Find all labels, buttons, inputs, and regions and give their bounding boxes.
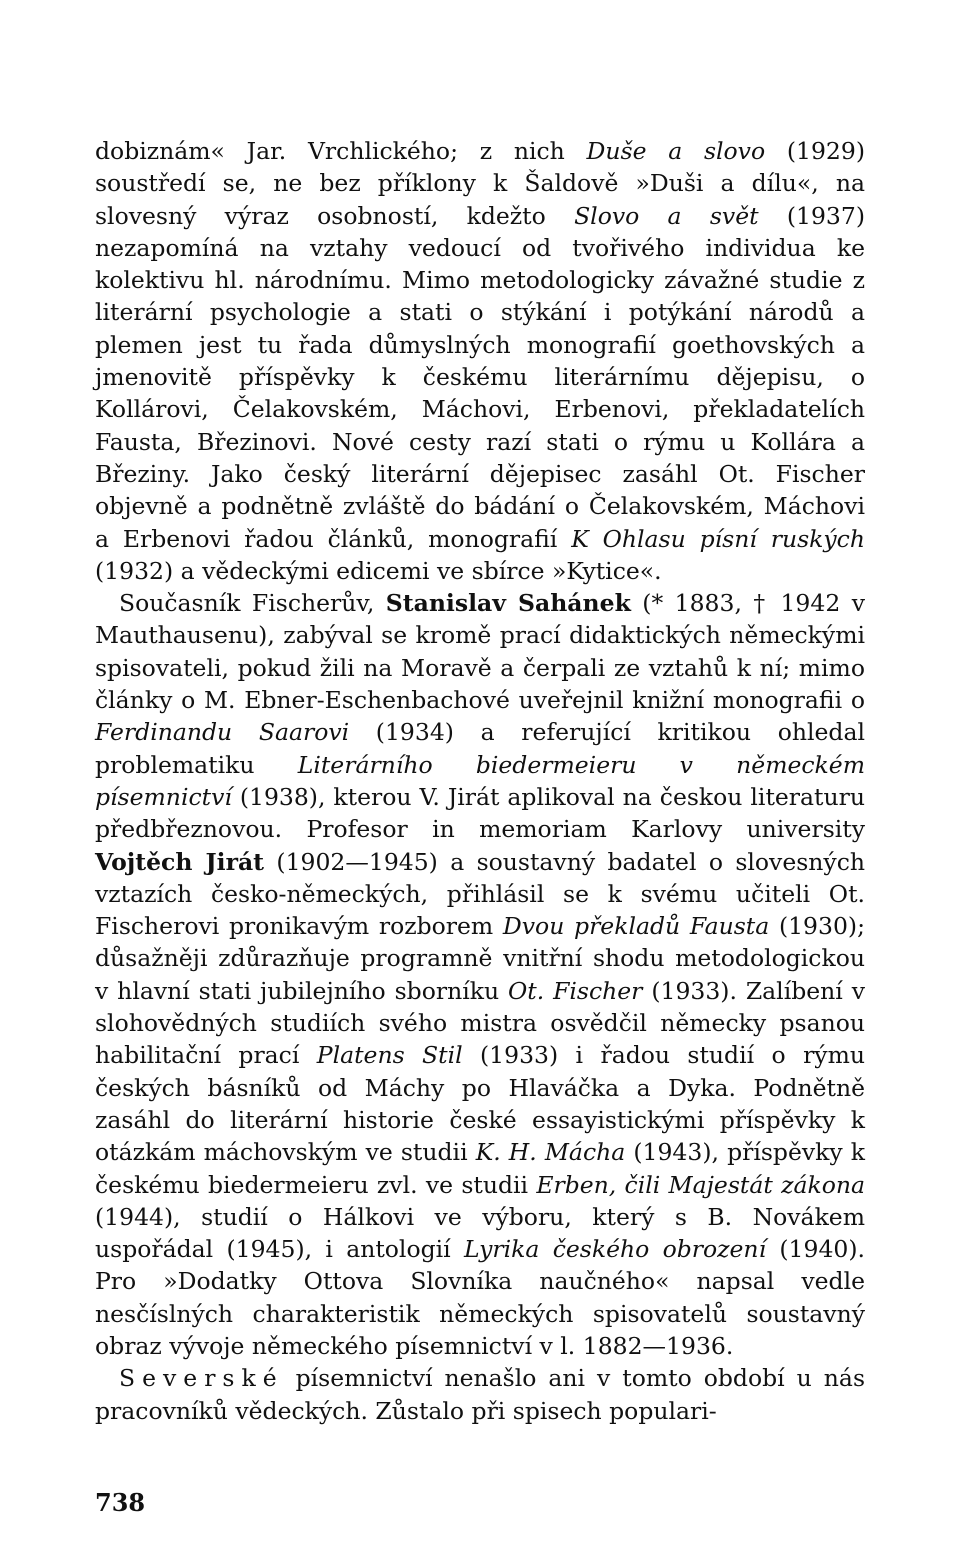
spaced-term: Severské — [119, 1364, 284, 1393]
page-number: 738 — [95, 1488, 146, 1517]
paragraph — [95, 587, 865, 1362]
text-run: (* 1883, † 1942 v Mauthausenu), zabýval se kromě prací didaktických německými spisovateli, pokud žili na Moravě a čerpali ze vztahů k ní; mimo články o M. Ebner-Eschenbachové uveřejnil knižní monografii o — [95, 589, 865, 715]
italic-title: Dvou překladů Fausta — [502, 912, 770, 941]
italic-title: K. H. Mácha — [475, 1138, 626, 1167]
italic-title: Ferdinandu Saarovi — [95, 718, 350, 747]
text-run: (1930); důsažněji zdůrazňuje programně vnitřní shodu metodologickou v hlavní stati jubilejního sborníku — [95, 912, 865, 1005]
text-run: (1943), příspěvky k českému biedermeieru zvl. ve studii — [95, 1138, 866, 1199]
paragraph — [95, 135, 865, 587]
italic-title: Slovo a svět — [574, 201, 759, 230]
text-run: (1937) nezapomíná na vztahy vedoucí od tvořivého individua ke kolektivu hl. národnímu. Mimo metodologicky závažné studie z literární psychologie a stati o stýkání i potýkání národů a plemen jest tu řada důmyslných monografií goethovských a jmenovitě příspěvky k českému literárnímu dějepisu, o Kollárovi, Čelakovském, Máchovi, Erbenovi, překladatelích Fausta, Březinovi. Nové cesty razí stati o rýmu u Kollára a Březiny. Jako český literární dějepisec zasáhl Ot. Fischer objevně a podnětně zvláště do bádání o Čelakovském, Máchovi a Erbenovi řadou článků, monografií — [95, 201, 865, 553]
italic-title: K Ohlasu písní ruských — [571, 524, 865, 553]
text-run: Současník Fischerův, — [119, 589, 386, 618]
italic-title: Duše a slovo — [586, 137, 766, 165]
text-run: (1940). Pro »Dodatky Ottova Slovníka naučného« napsal vedle nesčíslných charakteristik německých spisovatelů soustavný obraz vývoje německého písemnictví v l. 1882—1936. — [95, 1235, 865, 1360]
italic-title: Ot. Fischer — [508, 976, 643, 1005]
text-run: dobiznám« Jar. Vrchlického; z nich — [95, 137, 587, 165]
italic-title: Lyrika českého obrození — [463, 1235, 767, 1264]
paragraph — [95, 1362, 865, 1427]
text-run: (1933) i řadou studií o rýmu českých básníků od Máchy po Hlaváčka a Dyka. Podnětně zasáhl do literární historie české essayistickými příspěvky k otázkám máchovským ve studii — [95, 1041, 865, 1167]
text-run: (1933). Zalíbení v slohovědných studiích svého mistra osvědčil německy psanou habilitační prací — [95, 976, 865, 1070]
italic-title: Literárního biedermeieru v německém písemnictví — [95, 750, 865, 811]
text-run: písemnictví nenašlo ani v tomto období u nás pracovníků vědeckých. Zůstalo při spisech populari- — [95, 1364, 865, 1425]
text-run: (1944), studií o Hálkovi ve výboru, který s B. Novákem uspořádal (1945), i antologií — [95, 1202, 865, 1264]
body-text — [95, 135, 865, 1427]
italic-title: Erben, čili Majestát zákona — [536, 1170, 866, 1199]
bold-name: Vojtěch Jirát — [95, 847, 265, 876]
text-run: (1902—1945) a soustavný badatel o slovesných vztazích česko-německých, přihlásil se k svému učiteli Ot. Fischerovi pronikavým rozborem — [95, 847, 865, 941]
text-run: (1934) a referující kritikou ohledal problematiku — [95, 718, 865, 779]
text-run: (1932) a vědeckými edicemi ve sbírce »Kytice«. — [95, 556, 662, 585]
text-run: (1929) soustředí se, ne bez příklony k Šaldově »Duši a dílu«, na slovesný výraz osobností, kdežto — [95, 137, 865, 230]
italic-title: Platens Stil — [316, 1041, 463, 1070]
bold-name: Stanislav Sahánek — [385, 589, 631, 618]
text-run: (1938), kterou V. Jirát aplikoval na českou literaturu předbřeznovou. Profesor in memoriam Karlovy university — [95, 782, 865, 844]
